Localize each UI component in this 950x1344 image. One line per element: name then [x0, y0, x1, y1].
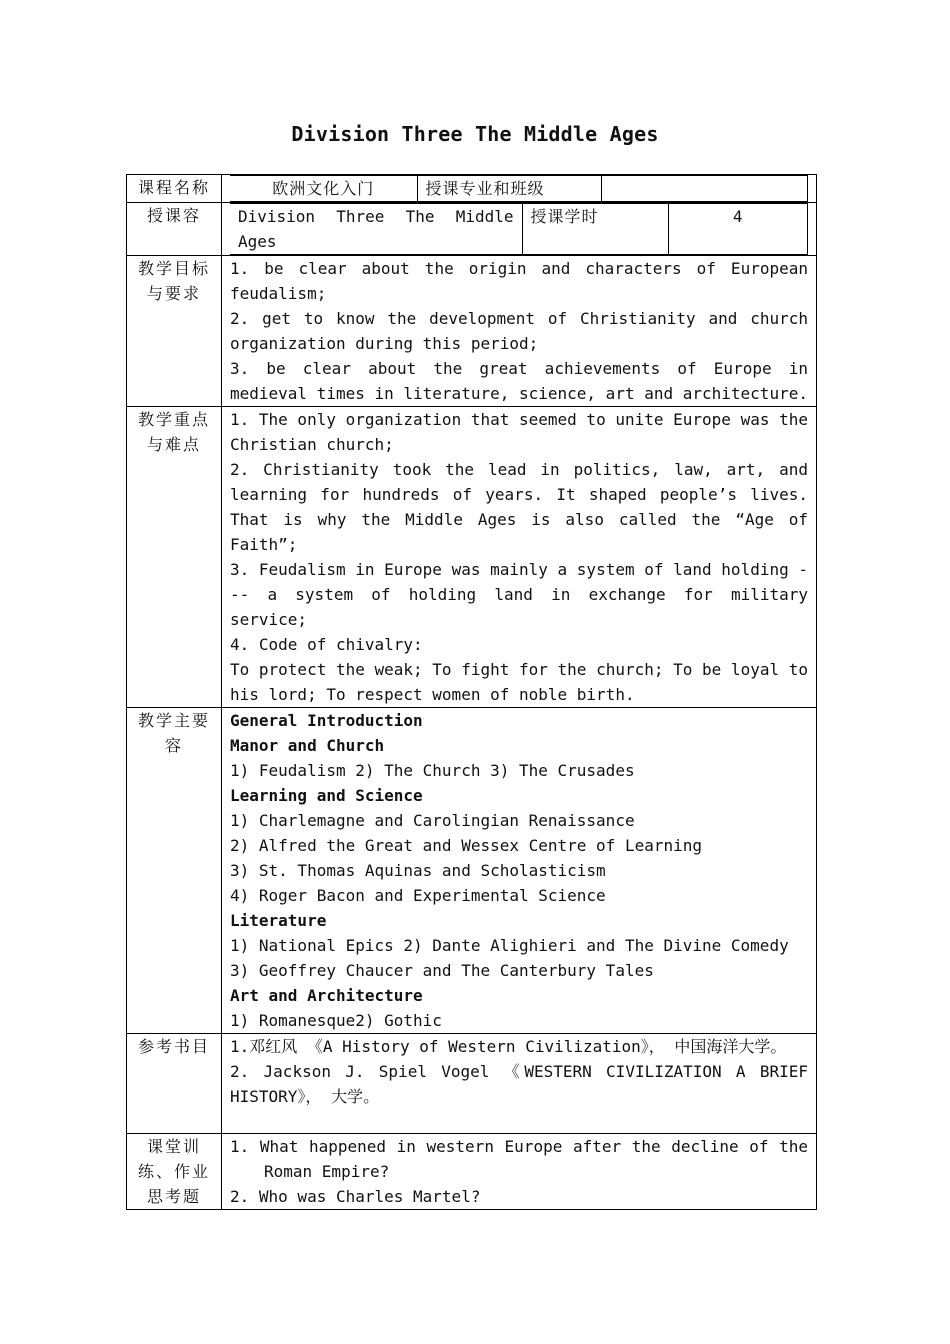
- key-point-item: 2. Christianity took the lead in politics, law, art, and learning for hundreds of years. It shaped people’s lives. That is why the Middle Ages is also called the “Age of Faith”;: [230, 460, 808, 554]
- course-name-value: 欧洲文化入门: [230, 176, 417, 202]
- objectives-content: [222, 256, 817, 407]
- key-point-item: 4. Code of chivalry:: [230, 635, 423, 654]
- major-value: [601, 176, 808, 202]
- reference-item: 2. Jackson J. Spiel Vogel 《WESTERN CIVILIZATION A BRIEF HISTORY》， 大学。: [230, 1062, 808, 1106]
- main-content-label: 教学主要容: [127, 708, 222, 1034]
- list-item: 1) National Epics 2) Dante Alighieri and The Divine Comedy: [230, 936, 789, 955]
- page-title: Division Three The Middle Ages: [291, 122, 659, 146]
- list-item: 4) Roger Bacon and Experimental Science: [230, 886, 606, 905]
- main-content-list: [222, 708, 817, 1034]
- objectives-label: 教学目标与要求: [127, 256, 222, 407]
- exercises-content: [222, 1134, 817, 1210]
- exercise-item: 2. Who was Charles Martel?: [230, 1187, 481, 1206]
- list-item: 3) St. Thomas Aquinas and Scholasticism: [230, 861, 606, 880]
- hours-label: 授课学时: [522, 204, 668, 255]
- course-name-label: 课程名称: [127, 175, 222, 203]
- section-heading: Manor and Church: [230, 736, 385, 755]
- exercises-label: 课堂训练、作业思考题: [127, 1134, 222, 1210]
- content-label: 授课容: [127, 203, 222, 256]
- key-point-item: 3. Feudalism in Europe was mainly a system of land holding --- a system of holding land in exchange for military service;: [230, 560, 808, 629]
- objectives-row: [127, 256, 817, 407]
- exercises-row: [127, 1134, 817, 1210]
- key-point-item: 1. The only organization that seemed to unite Europe was the Christian church;: [230, 410, 808, 454]
- main-content-row: [127, 708, 817, 1034]
- key-point-item: To protect the weak; To fight for the church; To be loyal to his lord; To respect women of noble birth.: [230, 660, 808, 704]
- list-item: 2) Alfred the Great and Wessex Centre of Learning: [230, 836, 703, 855]
- key-points-label: 教学重点与难点: [127, 407, 222, 708]
- lesson-plan-table: [126, 174, 817, 1210]
- key-points-row: [127, 407, 817, 708]
- section-heading: Literature: [230, 911, 327, 930]
- list-item: 1) Feudalism 2) The Church 3) The Crusades: [230, 761, 635, 780]
- exercise-item: 1. What happened in western Europe after the decline of the Roman Empire?: [230, 1137, 808, 1181]
- objective-item: 3. be clear about the great achievements of Europe in medieval times in literature, science, art and architecture.: [230, 359, 808, 403]
- list-item: 1) Romanesque2) Gothic: [230, 1011, 442, 1030]
- objective-item: 2. get to know the development of Christianity and church organization during this period;: [230, 309, 808, 353]
- major-label: 授课专业和班级: [417, 176, 601, 202]
- section-heading: Art and Architecture: [230, 986, 423, 1005]
- content-value: Division Three The Middle Ages: [230, 204, 522, 255]
- list-item: 1) Charlemagne and Carolingian Renaissance: [230, 811, 635, 830]
- references-label: 参考书目: [127, 1034, 222, 1134]
- list-item: 3) Geoffrey Chaucer and The Canterbury Tales: [230, 961, 654, 980]
- hours-value: 4: [668, 204, 808, 255]
- reference-item: 1.邓红风 《A History of Western Civilization》， 中国海洋大学。: [230, 1037, 787, 1056]
- objective-item: 1. be clear about the origin and characters of European feudalism;: [230, 259, 808, 303]
- section-heading: Learning and Science: [230, 786, 423, 805]
- course-name-row: [127, 175, 817, 203]
- lesson-content-row: [127, 203, 817, 256]
- references-row: [127, 1034, 817, 1134]
- section-heading: General Introduction: [230, 711, 423, 730]
- key-points-content: [222, 407, 817, 708]
- references-content: [222, 1034, 817, 1134]
